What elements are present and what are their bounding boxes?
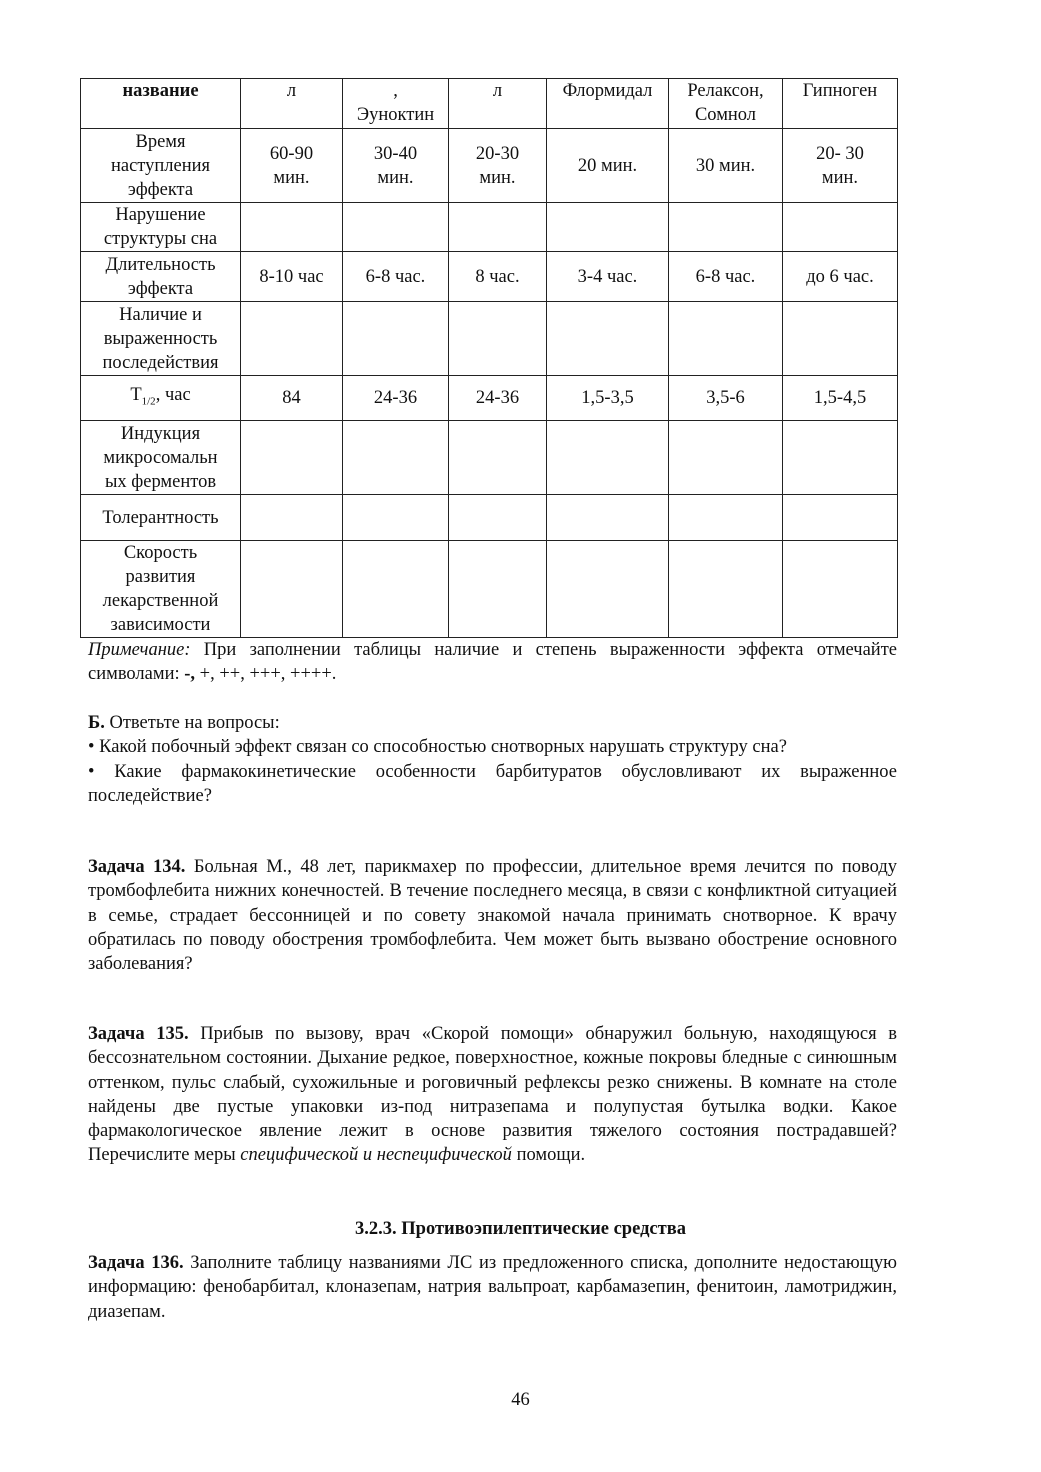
row-label: Скорость развития лекарственной зависимости (81, 541, 241, 638)
header-name: название (81, 79, 241, 129)
table-cell (547, 495, 669, 541)
task-134 (88, 855, 897, 976)
table-cell (669, 421, 783, 495)
table-cell: 3-4 час. (547, 252, 669, 302)
table-row (81, 129, 898, 203)
table-cell (343, 541, 449, 638)
section-b-questions (88, 711, 897, 808)
table-cell: 30 мин. (669, 129, 783, 203)
table-cell (241, 203, 343, 252)
row-label-subscript: 1/2 (141, 395, 156, 408)
table-cell (343, 421, 449, 495)
note-symbols-bold: -, (184, 664, 196, 685)
page-number: 46 (511, 1390, 530, 1410)
hypnotics-comparison-table (80, 78, 898, 638)
table-cell (449, 203, 547, 252)
table-cell (449, 421, 547, 495)
table-cell (783, 421, 898, 495)
note-symbols: +, ++, +++, ++++. (195, 664, 337, 685)
table-header-row (81, 79, 898, 129)
header-drug-4: Флормидал (547, 79, 669, 129)
header-drug-2: , Эуноктин (343, 79, 449, 129)
table-cell: 6-8 час. (669, 252, 783, 302)
table-row (81, 203, 898, 252)
section-heading: 3.2.3. Противоэпилептические средства (355, 1219, 686, 1239)
table-cell (241, 541, 343, 638)
task-135 (88, 1022, 897, 1168)
table-row (81, 495, 898, 541)
table-cell (669, 302, 783, 376)
header-drug-1: л (241, 79, 343, 129)
task-134-title: Задача 134. (88, 857, 186, 877)
section-b-title: Ответьте на вопросы: (104, 713, 280, 733)
table-cell (783, 541, 898, 638)
question-item: • Какие фармакокинетические особенности барбитуратов обусловливают их выраженное последействие? (88, 761, 897, 806)
task-136-title: Задача 136. (88, 1253, 184, 1273)
table-cell (343, 302, 449, 376)
table-cell: 20 мин. (547, 129, 669, 203)
table-cell (241, 495, 343, 541)
section-b-label: Б. (88, 713, 105, 733)
table-row (81, 302, 898, 376)
note-text: При заполнении таблицы наличие и степень выраженности эффекта отмечайте символами: (88, 640, 897, 685)
task-134-text: Больная М., 48 лет, парикмахер по профессии, длительное время лечится по поводу тромбофлебита нижних конечностей. В течение последнего месяца, в связи с конфликтной ситуацией в семье, страдает бессонницей и по совету знакомой начала принимать снотворное. К врачу обратилась по поводу обострения тромбофлебита. Чем может быть вызвано обострение основного заболевания? (88, 857, 897, 975)
table-cell: 6-8 час. (343, 252, 449, 302)
table-cell (783, 302, 898, 376)
table-cell (547, 203, 669, 252)
table-cell: 3,5-6 (669, 376, 783, 421)
table-row (81, 376, 898, 421)
table-cell (783, 495, 898, 541)
table-cell: до 6 час. (783, 252, 898, 302)
row-label: Наличие и выраженность последействия (81, 302, 241, 376)
table-row (81, 252, 898, 302)
table-cell (783, 203, 898, 252)
task-135-text-italic: специфической и неспецифической (240, 1145, 512, 1166)
table-cell (669, 203, 783, 252)
row-label: Время наступления эффекта (81, 129, 241, 203)
question-item: • Какой побочный эффект связан со способностью снотворных нарушать структуру сна? (88, 737, 787, 758)
note-label: Примечание: (88, 640, 191, 660)
task-135-title: Задача 135. (88, 1024, 189, 1044)
table-cell (669, 541, 783, 638)
task-136 (88, 1251, 897, 1324)
table-cell: 1,5-3,5 (547, 376, 669, 421)
table-cell (449, 495, 547, 541)
table-cell: 24-36 (449, 376, 547, 421)
task-136-text: Заполните таблицу названиями ЛС из предложенного списка, дополните недостающую информацию: фенобарбитал, клоназепам, натрия вальпроат, карбамазепин, фенитоин, ламотриджин, диазепам. (88, 1253, 897, 1322)
table-cell: 20-30 мин. (449, 129, 547, 203)
row-label: Индукция микросомальн ых ферментов (81, 421, 241, 495)
table-row (81, 541, 898, 638)
table-cell (449, 541, 547, 638)
table-cell (241, 302, 343, 376)
table-cell: 1,5-4,5 (783, 376, 898, 421)
table-cell: 60-90 мин. (241, 129, 343, 203)
table-cell (547, 302, 669, 376)
task-135-text-end: помощи. (511, 1145, 586, 1166)
task-135-text: Прибыв по вызову, врач «Скорой помощи» обнаружил больную, находящуюся в бессознательном состоянии. Дыхание редкое, поверхностное, кожные покровы бледные с синюшным оттенком, пульс слабый, сухожильные и роговичный рефлексы резко снижены. В комнате на столе найдены две пустые упаковки из-под нитразепама и полупустая бутылка водки. Какое фармакологическое явление лежит в основе развития тяжелого состояния пострадавшей? Перечислите меры (88, 1024, 897, 1166)
row-label: $T_{1/2}$, час (81, 376, 241, 421)
table-cell (343, 495, 449, 541)
table-cell: 84 (241, 376, 343, 421)
row-label: Длительность эффекта (81, 252, 241, 302)
table-note (88, 638, 897, 687)
table-cell (547, 421, 669, 495)
table-cell (547, 541, 669, 638)
header-drug-6: Гипноген (783, 79, 898, 129)
table-cell (669, 495, 783, 541)
table-cell (449, 302, 547, 376)
table-cell (343, 203, 449, 252)
row-label: Нарушение структуры сна (81, 203, 241, 252)
table-cell: 30-40 мин. (343, 129, 449, 203)
row-label: Толерантность (81, 495, 241, 541)
table-row (81, 421, 898, 495)
table-cell: 8 час. (449, 252, 547, 302)
table-cell: 24-36 (343, 376, 449, 421)
header-drug-3: л (449, 79, 547, 129)
table-cell (241, 421, 343, 495)
table-cell: 8-10 час (241, 252, 343, 302)
table-cell: 20- 30 мин. (783, 129, 898, 203)
header-drug-5: Релаксон, Сомнол (669, 79, 783, 129)
